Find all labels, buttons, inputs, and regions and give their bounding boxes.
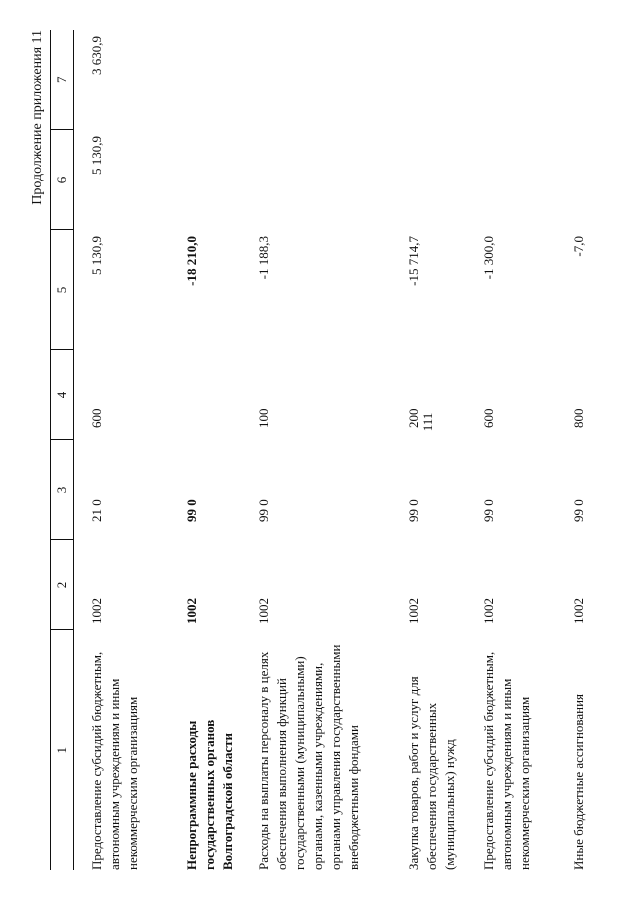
amount-col-7 [169,30,241,130]
amount-col-7 [391,30,466,130]
amount-col-7: 3 630,9 [89,36,104,75]
table-row [466,30,556,870]
table-row [391,30,466,870]
amount-col-6: 5 130,9 [89,136,104,175]
expense-type-code: 600 [89,408,104,428]
section-code: 1002 [255,598,271,624]
amount-col-5: -1 188,3 [255,236,271,280]
target-article-code: 99 0 [183,499,199,522]
row-name: Предоставление субсидий бюджетным, автономным учреждениям и иным некоммерческим организациям [480,651,532,870]
amount-col-6 [556,130,596,230]
column-header-1: 1 [51,630,74,870]
column-header-4: 4 [51,350,74,440]
rotated-page [30,20,610,880]
page-number: 111 [420,412,435,432]
row-name: Предоставление субсидий бюджетным, автономным учреждениям и иным некоммерческим организациям [89,651,140,870]
amount-col-5: -7,0 [570,236,586,257]
section-code: 1002 [89,598,104,624]
table-row [556,30,596,870]
target-article-code: 99 0 [570,499,586,522]
amount-col-6 [466,130,556,230]
column-header-6: 6 [51,130,74,230]
target-article-code: 99 0 [255,499,271,522]
expense-type-code: 200 [405,408,421,428]
amount-col-6 [391,130,466,230]
column-header-2: 2 [51,540,74,630]
column-header-3: 3 [51,440,74,540]
row-name: Непрограммные расходы государственных органов Волгоградской области [183,719,235,870]
table-row [74,30,169,870]
amount-col-7 [241,30,391,130]
amount-col-5: -18 210,0 [183,236,199,286]
table-row [241,30,391,870]
expense-type-code [169,350,241,440]
amount-col-5: -15 714,7 [405,236,421,286]
table-header-row [51,30,74,870]
row-name: Иные бюджетные ассигнования [570,693,586,870]
budget-table [50,30,596,870]
row-name: Закупка товаров, работ и услуг для обеспечения государственных (муниципальных) нужд [405,676,457,870]
column-header-5: 5 [51,230,74,350]
row-name: Расходы на выплаты персоналу в целях обеспечения выполнения функций государственными (муниципальными) органами, казенными учреждениями, органами управления государственными внебюджетными фондами [255,644,361,870]
section-code: 1002 [183,598,199,624]
section-code: 1002 [570,598,586,624]
amount-col-5: -1 300,0 [480,236,496,280]
target-article-code: 21 0 [89,499,104,522]
expense-type-code: 100 [255,408,271,428]
expense-type-code: 600 [480,408,496,428]
section-code: 1002 [480,598,496,624]
section-code: 1002 [405,598,421,624]
amount-col-6 [241,130,391,230]
target-article-code: 99 0 [405,499,421,522]
amount-col-7 [556,30,596,130]
amount-col-7 [466,30,556,130]
appendix-continuation-note: Продолжение приложения 11 [30,30,45,205]
column-header-7: 7 [51,30,74,130]
target-article-code: 99 0 [480,499,496,522]
amount-col-6 [169,130,241,230]
table-row [169,30,241,870]
amount-col-5: 5 130,9 [89,236,104,275]
expense-type-code: 800 [570,408,586,428]
